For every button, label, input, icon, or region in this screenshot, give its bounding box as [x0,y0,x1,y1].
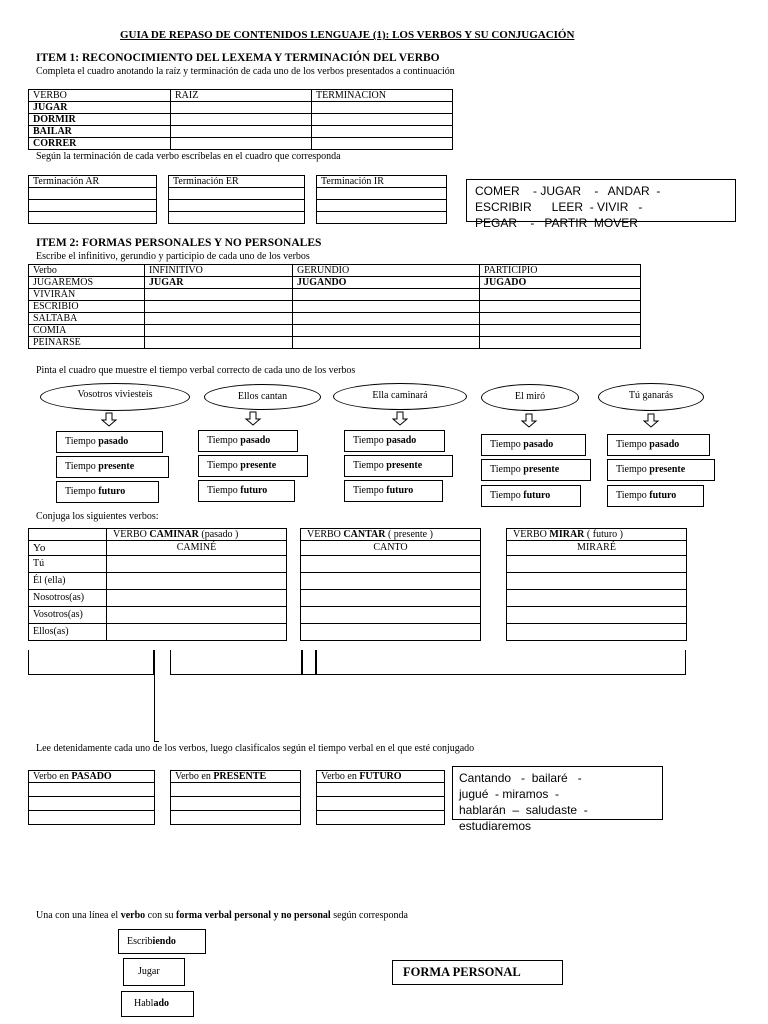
verbo-caminar-header: VERBO CAMINAR (pasado ) [107,529,287,541]
conjugation-example: MIRARÉ [507,541,687,556]
pronoun-cell: Yo [29,541,107,556]
empty-box [170,650,302,675]
participio-input[interactable] [480,313,641,325]
infinitivo-input[interactable] [145,289,293,301]
conjugation-input[interactable] [301,607,481,624]
presente-input[interactable] [171,797,301,811]
down-arrow-icon [391,412,409,426]
pasado-input[interactable] [29,783,155,797]
infinitivo-input[interactable] [145,313,293,325]
clasifica-instruction: Lee detenidamente cada uno de los verbos, luego clasifícalos según el tiempo verbal en el que esté conjugado [36,743,475,754]
phrase-oval: Ella caminará [333,383,467,410]
verb-cell: ESCRIBIO [29,301,145,313]
gerundio-input[interactable] [293,313,480,325]
raiz-input[interactable] [171,138,312,150]
tense-presente-button[interactable]: Tiempo presente [481,459,591,481]
verb-cell: VIVIRÁN [29,289,145,301]
tense-pasado-button[interactable]: Tiempo pasado [607,434,710,456]
raiz-input[interactable] [171,102,312,114]
table-row [29,797,445,811]
header-ir: Terminación IR [317,176,447,188]
tense-pasado-button[interactable]: Tiempo pasado [481,434,586,456]
table-row [29,188,447,200]
conjugation-input[interactable] [507,573,687,590]
futuro-input[interactable] [317,811,445,825]
word-bank-line: estudiaremos [459,819,532,833]
phrase-oval: Vosotros viviesteis [40,383,190,411]
divider-line [154,650,155,742]
table-row [29,590,687,607]
header-infinitivo: INFINITIVO [145,265,293,277]
conjugation-input[interactable] [301,590,481,607]
formas-table [28,264,641,349]
divider-line [154,741,159,742]
empty-box [302,650,316,675]
verb-cell: CORRER [29,138,171,150]
word-bank-line: COMER - JUGAR - ANDAR - [475,184,661,198]
ir-input[interactable] [317,200,447,212]
er-input[interactable] [169,188,305,200]
header-verbo: Verbo [29,265,145,277]
table-row [29,337,641,349]
table-row [29,556,687,573]
verb-cell: JUGAR [29,102,171,114]
phrase-oval: Tú ganarás [598,383,704,411]
table-row [29,771,445,783]
table-row [29,289,641,301]
down-arrow-icon [642,414,660,428]
terminacion-input[interactable] [312,126,453,138]
word-bank-line: hablarán – saludaste - [459,803,588,817]
gerundio-input[interactable] [293,325,480,337]
conjugation-input[interactable] [301,556,481,573]
escribiendo-box[interactable]: Escribiendo [118,929,206,954]
ar-input[interactable] [29,212,157,224]
item1-instruction: Completa el cuadro anotando la raíz y terminación de cada uno de los verbos presentados a continuación [36,66,455,77]
pronoun-cell: Vosotros(as) [29,607,107,624]
conjugation-example: CAMINÉ [107,541,287,556]
table-row [29,325,641,337]
verb-cell: SALTABA [29,313,145,325]
example-participio: JUGADO [480,277,641,289]
table-row [29,573,687,590]
conjugation-input[interactable] [507,607,687,624]
tense-presente-button[interactable]: Tiempo presente [56,456,169,478]
conjugation-input[interactable] [107,590,287,607]
table-row [29,529,687,541]
item1-heading: ITEM 1: RECONOCIMIENTO DEL LEXEMA Y TERMINACIÓN DEL VERBO [36,52,440,64]
table-row [29,313,641,325]
er-input[interactable] [169,200,305,212]
down-arrow-icon [244,412,262,426]
forma-personal-box[interactable]: FORMA PERSONAL [392,960,563,985]
tense-pasado-button[interactable]: Tiempo pasado [56,431,163,453]
header-verbo: VERBO [29,90,171,102]
table-row [29,301,641,313]
word-bank-line: jugué - miramos - [459,787,560,801]
tense-presente-button[interactable]: Tiempo presente [344,455,453,477]
example-infinitivo: JUGAR [145,277,293,289]
header-er: Terminación ER [169,176,305,188]
gerundio-input[interactable] [293,289,480,301]
futuro-input[interactable] [317,797,445,811]
tense-futuro-button[interactable]: Tiempo futuro [344,480,443,502]
table-row [29,811,445,825]
empty-box [28,650,154,675]
raiz-input[interactable] [171,126,312,138]
table-row [29,277,641,289]
conjugation-input[interactable] [301,573,481,590]
conjugation-input[interactable] [507,556,687,573]
hablado-box[interactable]: Hablado [121,991,194,1017]
table-row [29,176,447,188]
infinitivo-input[interactable] [145,325,293,337]
down-arrow-icon [520,414,538,428]
conjugation-input[interactable] [107,607,287,624]
ar-input[interactable] [29,200,157,212]
header-pasado: Verbo en PASADO [29,771,155,783]
table-row [29,624,687,641]
participio-input[interactable] [480,337,641,349]
verb-cell: DORMIR [29,114,171,126]
word-bank-line: ESCRIBIR LEER - VIVIR - [475,200,643,214]
jugar-box[interactable]: Jugar [123,958,185,986]
table-row [29,783,445,797]
conjugation-input[interactable] [107,624,287,641]
empty-box [316,650,686,675]
table-row [29,138,453,150]
conjugation-table [28,528,687,641]
item2-instruction: Escribe el infinitivo, gerundio y participio de cada uno de los verbos [36,251,310,262]
verb-cell: JUGAREMOS [29,277,145,289]
phrase-oval: El miró [481,384,579,411]
word-bank-1 [466,179,736,230]
phrase-oval: Ellos cantan [204,384,321,410]
gerundio-input[interactable] [293,337,480,349]
pronoun-cell: Tú [29,556,107,573]
header-gerundio: GERUNDIO [293,265,480,277]
clasifica-table [28,770,445,825]
verb-cell: BAILAR [29,126,171,138]
header-futuro: Verbo en FUTURO [317,771,445,783]
table-row [29,541,687,556]
ar-input[interactable] [29,188,157,200]
pronoun-cell: Él (ella) [29,573,107,590]
conjugation-input[interactable] [107,556,287,573]
terminacion-table [28,175,447,224]
conjugation-input[interactable] [507,624,687,641]
futuro-input[interactable] [317,783,445,797]
pinta-instruction: Pinta el cuadro que muestre el tiempo verbal correcto de cada uno de los verbos [36,365,356,376]
tense-presente-button[interactable]: Tiempo presente [607,459,715,481]
table-row [29,126,453,138]
table-row [29,102,453,114]
header-terminacion: TERMINACION [312,90,453,102]
conjuga-instruction: Conjuga los siguientes verbos: [36,511,159,522]
verb-cell: COMIA [29,325,145,337]
conjugation-input[interactable] [107,573,287,590]
word-bank-line: Cantando - bailaré - [459,771,582,785]
header-ar: Terminación AR [29,176,157,188]
header-presente: Verbo en PRESENTE [171,771,301,783]
er-input[interactable] [169,212,305,224]
example-gerundio: JUGANDO [293,277,480,289]
tense-presente-button[interactable]: Tiempo presente [198,455,308,477]
infinitivo-input[interactable] [145,301,293,313]
tense-pasado-button[interactable]: Tiempo pasado [344,430,445,452]
participio-input[interactable] [480,289,641,301]
word-bank-2 [452,766,663,833]
verbo-mirar-header: VERBO MIRAR ( futuro ) [507,529,687,541]
presente-input[interactable] [171,783,301,797]
page-title: GUIA DE REPASO DE CONTENIDOS LENGUAJE (1): LOS VERBOS Y SU CONJUGACIÓN [120,29,575,41]
table-row [29,114,453,126]
lexema-table [28,89,453,150]
ir-input[interactable] [317,212,447,224]
infinitivo-input[interactable] [145,337,293,349]
tense-futuro-button[interactable]: Tiempo futuro [607,485,704,507]
header-participio: PARTICIPIO [480,265,641,277]
terminacion-input[interactable] [312,102,453,114]
item2-heading: ITEM 2: FORMAS PERSONALES Y NO PERSONALES [36,237,322,249]
presente-input[interactable] [171,811,301,825]
tense-futuro-button[interactable]: Tiempo futuro [481,485,581,507]
table-row [29,212,447,224]
word-bank-line: PEGAR - PARTIR MOVER [475,216,638,230]
tense-futuro-button[interactable]: Tiempo futuro [56,481,159,503]
table-row [29,265,641,277]
gerundio-input[interactable] [293,301,480,313]
participio-input[interactable] [480,325,641,337]
raiz-input[interactable] [171,114,312,126]
pronoun-cell: Ellos(as) [29,624,107,641]
down-arrow-icon [100,413,118,427]
tense-pasado-button[interactable]: Tiempo pasado [198,430,298,452]
item1-instruction2: Según la terminación de cada verbo escríbelas en el cuadro que corresponda [36,151,341,162]
participio-input[interactable] [480,301,641,313]
table-row [29,200,447,212]
conjugation-example: CANTO [301,541,481,556]
table-row [29,90,453,102]
ir-input[interactable] [317,188,447,200]
une-instruction: Una con una línea el verbo con su forma verbal personal y no personal según corresponda [36,910,408,921]
pronoun-cell: Nosotros(as) [29,590,107,607]
pasado-input[interactable] [29,797,155,811]
tense-futuro-button[interactable]: Tiempo futuro [198,480,295,502]
terminacion-input[interactable] [312,114,453,126]
terminacion-input[interactable] [312,138,453,150]
verbo-cantar-header: VERBO CANTAR ( presente ) [301,529,481,541]
pasado-input[interactable] [29,811,155,825]
header-raiz: RAIZ [171,90,312,102]
verb-cell: PEINARSE [29,337,145,349]
conjugation-input[interactable] [301,624,481,641]
conjugation-input[interactable] [507,590,687,607]
table-row [29,607,687,624]
